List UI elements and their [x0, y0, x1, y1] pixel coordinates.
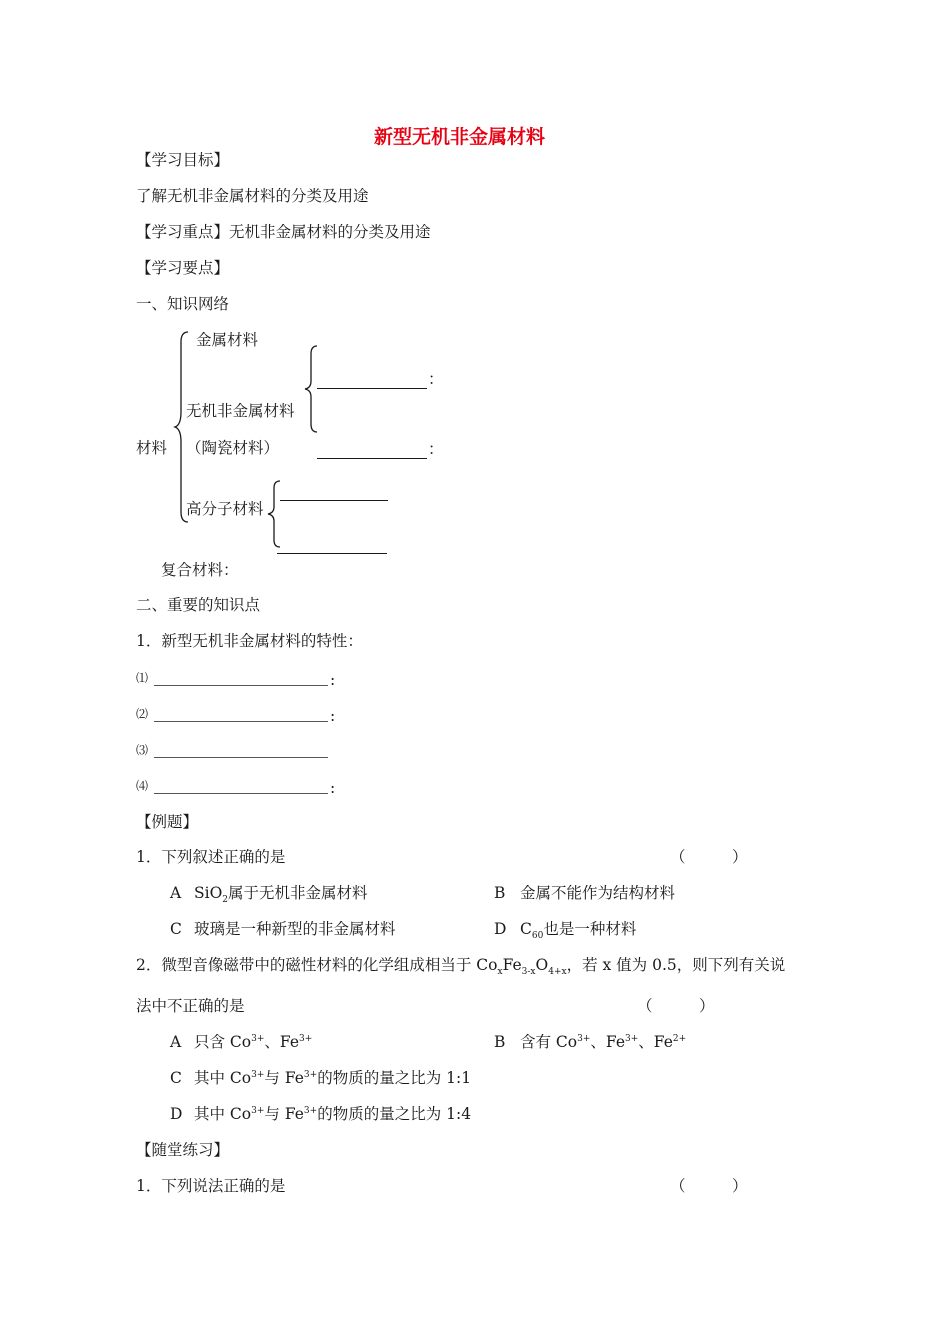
- objective-heading: 【学习目标】: [136, 151, 230, 169]
- example-2-stem-line2: 法中不正确的是: [136, 997, 245, 1015]
- example-1-option-a: SiO$_2$属于无机非金属材料: [194, 884, 368, 906]
- polymer-blank-2[interactable]: [277, 553, 387, 554]
- property-blank-2[interactable]: [154, 721, 328, 722]
- property-colon-1: :: [330, 671, 336, 689]
- example-1-option-a-label: A: [170, 884, 182, 902]
- example-1-option-d-label: D: [494, 920, 507, 938]
- properties-question: 1．新型无机非金属材料的特性：: [136, 632, 363, 650]
- network-ceramic: （陶瓷材料）: [186, 439, 280, 457]
- example-2-option-b: 含有 $Co^{3+}$、$Fe^{3+}$、$Fe^{2+}$: [520, 1033, 687, 1051]
- network-polymer: 高分子材料: [186, 500, 264, 518]
- practice-1-stem: 1．下列说法正确的是: [136, 1177, 286, 1195]
- example-2-option-c-label: C: [170, 1069, 182, 1087]
- page-title: 新型无机非金属材料: [374, 126, 546, 148]
- polymer-brace: [266, 480, 282, 548]
- example-1-option-b: 金属不能作为结构材料: [520, 884, 676, 902]
- property-blank-3[interactable]: [154, 757, 328, 758]
- example-1-option-c: 玻璃是一种新型的非金属材料: [194, 920, 396, 938]
- example-2-option-b-label: B: [494, 1033, 506, 1051]
- property-blank-4[interactable]: [154, 793, 328, 794]
- property-label-1: ⑴: [136, 671, 149, 685]
- network-heading: 一、知识网络: [136, 295, 230, 313]
- example-2-option-d-label: D: [170, 1105, 183, 1123]
- example-2-option-a: 只含 $Co^{3+}$、$Fe^{3+}$: [194, 1033, 313, 1051]
- practice-1-answer-paren[interactable]: （ ）: [670, 1177, 748, 1195]
- example-2-stem: 2．微型音像磁带中的磁性材料的化学组成相当于 $Co_xFe_{3-x}O_{4+x}$，若 x 值为 0.5，则下列有关说: [136, 956, 786, 978]
- key-heading: 二、重要的知识点: [136, 596, 261, 614]
- example-2-option-d: 其中 $Co^{3+}$与 $Fe^{3+}$的物质的量之比为 1:4: [194, 1105, 472, 1123]
- inorganic-blank-1[interactable]: [317, 388, 427, 389]
- practice-heading: 【随堂练习】: [136, 1141, 230, 1159]
- property-label-2: ⑵: [136, 707, 149, 721]
- example-heading: 【例题】: [136, 813, 199, 831]
- main-brace: [172, 330, 192, 524]
- example-1-option-d: $C_{60}$也是一种材料: [520, 920, 637, 942]
- property-label-3: ⑶: [136, 743, 149, 757]
- inorganic-colon-1: ：: [428, 370, 444, 388]
- property-blank-1[interactable]: [154, 685, 328, 686]
- inorganic-brace: [303, 345, 319, 433]
- points-heading: 【学习要点】: [136, 259, 230, 277]
- example-1-stem: 1．下列叙述正确的是: [136, 848, 286, 866]
- inorganic-blank-2[interactable]: [317, 458, 427, 459]
- example-2-option-c: 其中 $Co^{3+}$与 $Fe^{3+}$的物质的量之比为 1:1: [194, 1069, 472, 1087]
- focus-line: [136, 225, 431, 241]
- property-colon-2: :: [330, 707, 336, 725]
- example-2-option-a-label: A: [170, 1033, 182, 1051]
- polymer-blank-1[interactable]: [280, 500, 388, 501]
- example-1-answer-paren[interactable]: （ ）: [670, 848, 748, 866]
- network-root: 材料: [136, 439, 168, 457]
- network-composite: 复合材料：: [161, 561, 239, 579]
- objective-text: 了解无机非金属材料的分类及用途: [136, 187, 369, 205]
- property-colon-4: :: [330, 779, 336, 797]
- network-inorganic: 无机非金属材料: [186, 402, 295, 420]
- example-1-option-b-label: B: [494, 884, 506, 902]
- focus-text: 无机非金属材料的分类及用途: [229, 223, 431, 241]
- inorganic-colon-2: ：: [428, 440, 444, 458]
- network-metal: 金属材料: [196, 331, 259, 349]
- property-label-4: ⑷: [136, 779, 149, 793]
- example-2-answer-paren[interactable]: （ ）: [637, 997, 715, 1015]
- focus-heading: 【学习重点】: [136, 223, 230, 241]
- example-1-option-c-label: C: [170, 920, 182, 938]
